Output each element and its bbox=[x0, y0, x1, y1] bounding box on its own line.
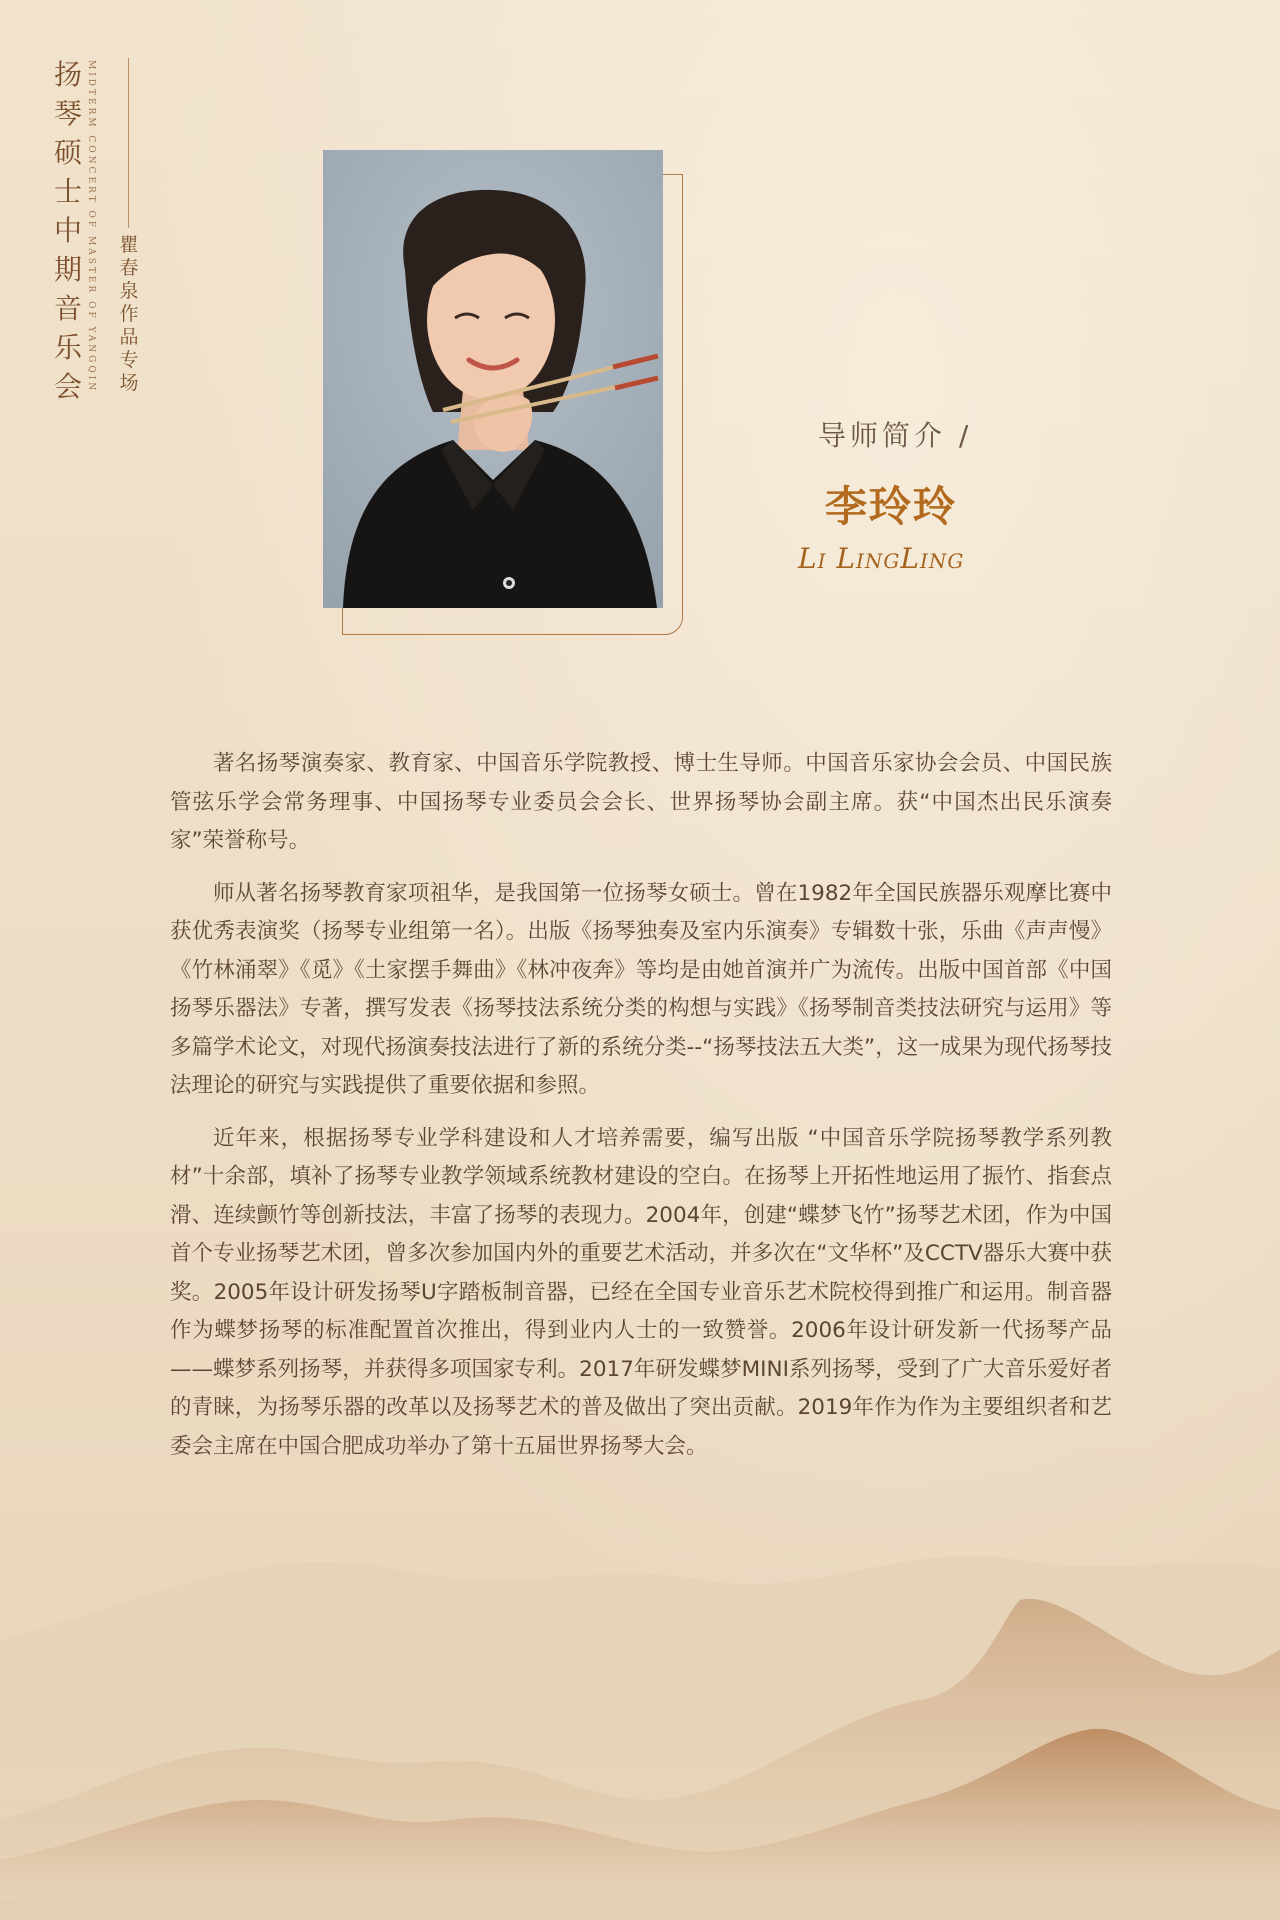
bio-paragraph: 近年来，根据扬琴专业学科建设和人才培养需要，编写出版 “中国音乐学院扬琴教学系列教材”十余部，填补了扬琴专业教学领域系统教材建设的空白。在扬琴上开拓性地运用了振竹、指套点滑、连续颤竹等创新技法，丰富了扬琴的表现力。2004年，创建“蝶梦飞竹”扬琴艺术团，作为中国首个专业扬琴艺术团，曾多次参加国内外的重要艺术活动，并多次在“文华杯”及CCTV器乐大赛中获奖。2005年设计研发扬琴U字踏板制音器，已经在全国专业音乐艺术院校得到推广和运用。制音器作为蝶梦扬琴的标准配置首次推出，得到业内人士的一致赞誉。2006年设计研发新一代扬琴产品——蝶梦系列扬琴，并获得多项国家专利。2017年研发蝶梦MINI系列扬琴，受到了广大音乐爱好者的青睐，为扬琴乐器的改革以及扬琴艺术的普及做出了突出贡献。2019年作为作为主要组织者和艺委会主席在中国合肥成功举办了第十五届世界扬琴大会。 bbox=[170, 1125, 1112, 1459]
bio-paragraph: 师从著名扬琴教育家项祖华，是我国第一位扬琴女硕士。曾在1982年全国民族器乐观摩比赛中获优秀表演奖（扬琴专业组第一名）。出版《扬琴独奏及室内乐演奏》专辑数十张，乐曲《声声慢》《竹林涌翠》《觅》《土家摆手舞曲》《林冲夜奔》等均是由她首演并广为流传。出版中国首部《中国扬琴乐器法》专著，撰写发表《扬琴技法系统分类的构想与实践》《扬琴制音类技法研究与运用》等多篇学术论文，对现代扬演奏技法进行了新的系统分类--“扬琴技法五大类”，这一成果为现代扬琴技法理论的研究与实践提供了重要依据和参照。 bbox=[170, 880, 1112, 1098]
teacher-name-chinese: 李玲玲 bbox=[825, 482, 958, 531]
concert-title: 扬琴硕士中期音乐会 bbox=[53, 58, 82, 403]
mountain-landscape bbox=[0, 1500, 1280, 1920]
section-label: 导师简介 / bbox=[818, 419, 973, 452]
concert-subtitle: 瞿春泉作品专场 bbox=[119, 234, 139, 394]
biography bbox=[170, 745, 1112, 1480]
title-divider bbox=[128, 58, 129, 228]
bio-paragraph: 著名扬琴演奏家、教育家、中国音乐学院教授、博士生导师。中国音乐家协会会员、中国民族管弦乐学会常务理事、中国扬琴专业委员会会长、世界扬琴协会副主席。获“中国杰出民乐演奏家”荣誉称号。 bbox=[170, 751, 1112, 853]
teacher-name-english: Li LingLing bbox=[798, 542, 965, 575]
concert-title-english: MIDTERM CONCERT OF MASTER OF YANGQIN bbox=[86, 60, 96, 394]
portrait-photo bbox=[323, 150, 663, 608]
